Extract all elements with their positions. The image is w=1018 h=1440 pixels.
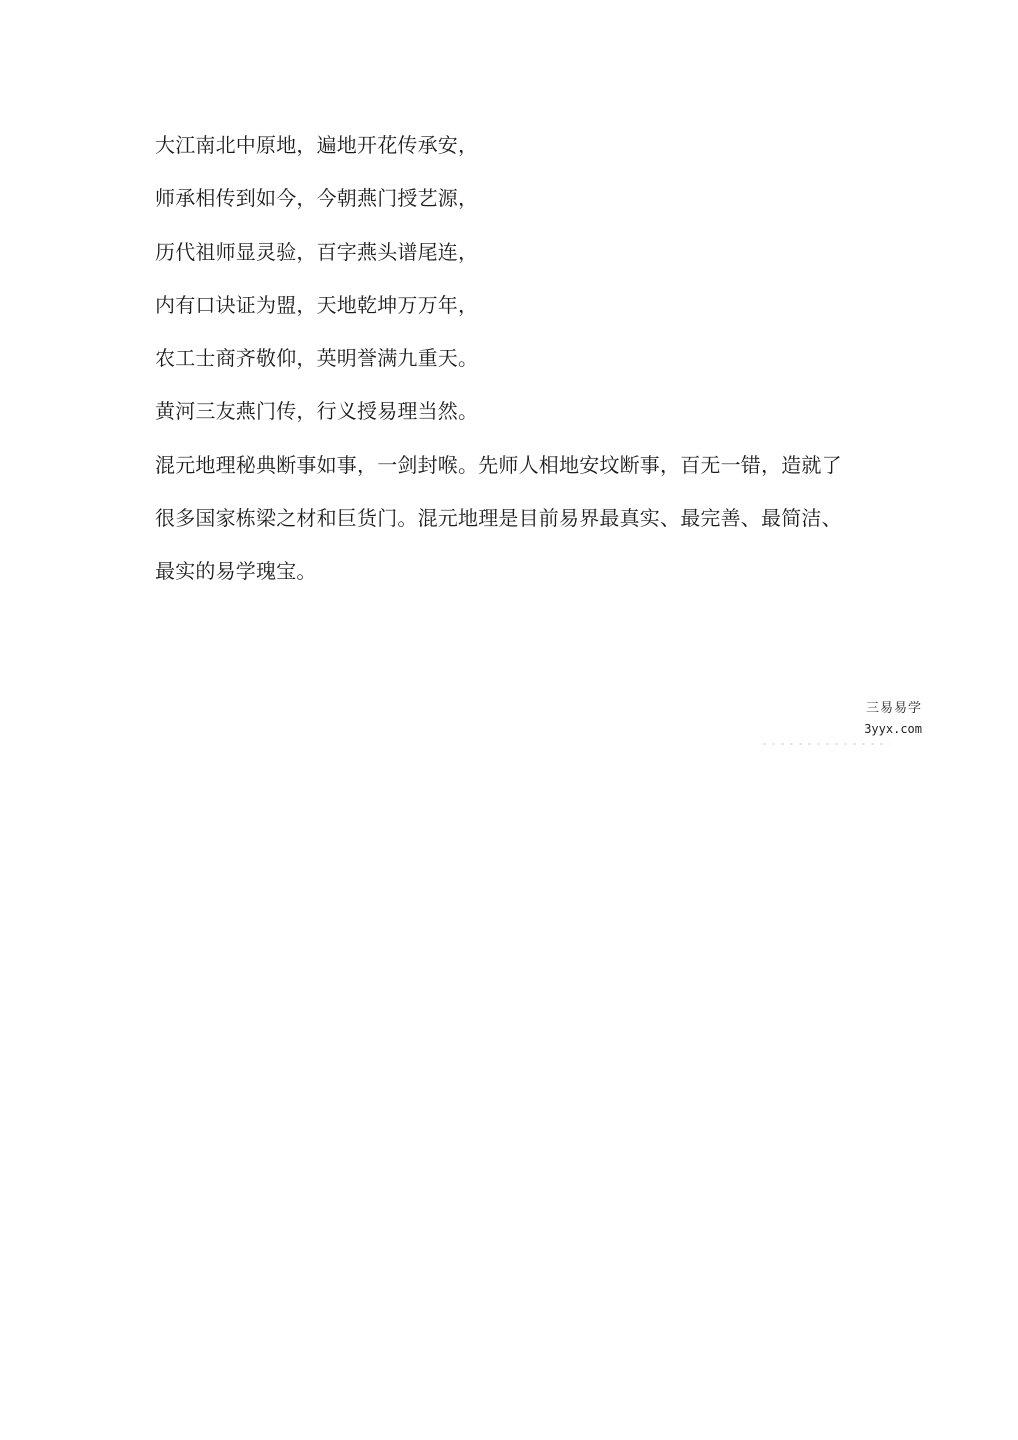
text-line-7: 混元地理秘典断事如事，一剑封喉。先师人相地安坟断事，百无一错，造就了 (155, 452, 842, 477)
text-line-8: 很多国家栋梁之材和巨货门。混元地理是目前易界最真实、最完善、最简洁、 (155, 506, 842, 531)
text-line-3: 历代祖师显灵验，百字燕头谱尾连， (155, 239, 479, 264)
watermark-name: 三易易学 (865, 701, 922, 716)
text-line-2: 师承相传到如今，今朝燕门授艺源， (155, 186, 479, 211)
watermark (820, 700, 922, 738)
text-line-1: 大江南北中原地，遍地开花传承安， (155, 133, 479, 157)
text-line-5: 农工士商齐敬仰，英明誉满九重天。 (155, 346, 479, 371)
text-line-6: 黄河三友燕门传，行义授易理当然。 (155, 399, 479, 424)
watermark-url: 3yyx.com (864, 722, 922, 736)
document-body (155, 132, 875, 612)
watermark-dots-decoration (760, 742, 890, 746)
text-line-4: 内有口诀证为盟，天地乾坤万万年， (155, 292, 479, 317)
text-line-9: 最实的易学瑰宝。 (155, 559, 317, 584)
